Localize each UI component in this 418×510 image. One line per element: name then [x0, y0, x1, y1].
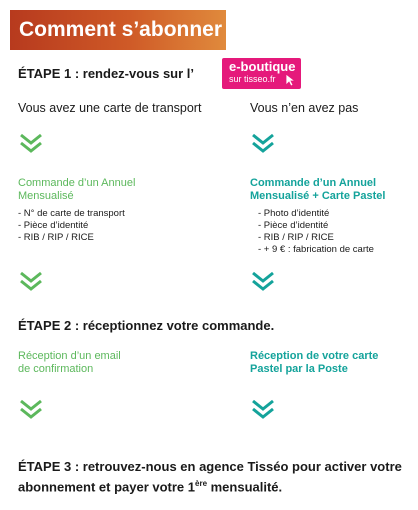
list-item: - N° de carte de transport: [18, 208, 125, 219]
double-chevron-down-icon: [18, 132, 44, 154]
page-title: Comment s’abonner ?: [10, 10, 226, 50]
step-2-text: ÉTAPE 2 : réceptionnez votre commande.: [18, 318, 275, 333]
left-column-heading: Vous avez une carte de transport: [18, 101, 202, 115]
list-item: - RIB / RIP / RICE: [258, 232, 334, 243]
left-document-list: [18, 208, 125, 244]
right-reception-text: Réception de votre carte Pastel par la Poste: [250, 350, 379, 375]
left-order-title: Commande d’un Annuel Mensualisé: [18, 177, 136, 202]
eboutique-domain: sur tisseo.fr: [229, 74, 276, 84]
double-chevron-down-icon: [18, 398, 44, 420]
double-chevron-down-icon: [250, 132, 276, 154]
list-item: - RIB / RIP / RICE: [18, 232, 94, 243]
superscript-ere: ère: [195, 479, 208, 488]
step-1-text: ÉTAPE 1 : rendez-vous sur l’: [18, 66, 195, 81]
double-chevron-down-icon: [250, 398, 276, 420]
eboutique-label: e-boutique: [229, 59, 296, 74]
eboutique-button[interactable]: [222, 58, 301, 89]
step-3-text: ÉTAPE 3 : retrouvez-nous en agence Tisséo pour activer votre abonnement et payer votre 1ère mensualité.: [18, 459, 402, 495]
list-item: - Pièce d’identité: [258, 220, 329, 231]
double-chevron-down-icon: [250, 270, 276, 292]
list-item: - + 9 € : fabrication de carte: [258, 244, 374, 255]
left-reception-text: Réception d’un email de confirmation: [18, 350, 121, 375]
cursor-arrow-icon: [285, 73, 297, 87]
double-chevron-down-icon: [18, 270, 44, 292]
list-item: - Photo d’identité: [258, 208, 330, 219]
right-document-list: [258, 208, 374, 256]
right-column-heading: Vous n’en avez pas: [250, 101, 359, 115]
right-order-title: Commande d’un Annuel Mensualisé + Carte Pastel: [250, 177, 386, 202]
list-item: - Pièce d’identité: [18, 220, 89, 231]
